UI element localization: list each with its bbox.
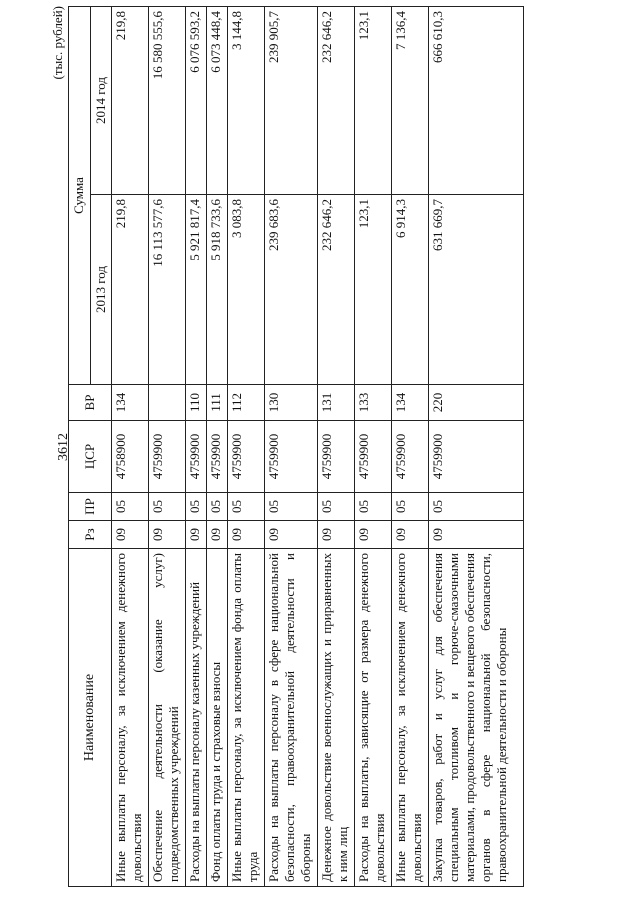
row-name: Расходы на выплаты персоналу в сфере национальной безопасности, правоохранительной деятельности и обороны xyxy=(265,549,318,887)
row-vr: 111 xyxy=(207,385,228,421)
row-csr: 4759900 xyxy=(186,421,207,493)
row-pr: 05 xyxy=(265,493,318,521)
header-2014: 2014 год xyxy=(90,7,112,195)
row-csr: 4759900 xyxy=(318,421,355,493)
row-rz: 09 xyxy=(318,521,355,549)
row-sum-2013: 123,1 xyxy=(355,195,392,385)
row-vr: 110 xyxy=(186,385,207,421)
row-csr: 4759900 xyxy=(207,421,228,493)
row-csr: 4759900 xyxy=(355,421,392,493)
row-csr: 4759900 xyxy=(265,421,318,493)
row-pr: 05 xyxy=(355,493,392,521)
row-sum-2014: 666 610,3 xyxy=(429,7,524,195)
row-csr: 4759900 xyxy=(149,421,186,493)
row-csr: 4759900 xyxy=(392,421,429,493)
header-2013: 2013 год xyxy=(90,195,112,385)
row-vr: 130 xyxy=(265,385,318,421)
row-vr: 134 xyxy=(112,385,149,421)
header-rz: Рз xyxy=(69,521,112,549)
units-label: (тыс. рублей) xyxy=(50,6,65,80)
row-pr: 05 xyxy=(207,493,228,521)
header-sum: Сумма xyxy=(69,7,91,385)
row-name: Иные выплаты персоналу, за исключением денежного довольствия xyxy=(392,549,429,887)
row-sum-2014: 232 646,2 xyxy=(318,7,355,195)
row-sum-2013: 16 113 577,6 xyxy=(149,195,186,385)
row-sum-2014: 3 144,8 xyxy=(228,7,265,195)
row-name: Обеспечение деятельности (оказание услуг) подведомственных учреждений xyxy=(149,549,186,887)
row-pr: 05 xyxy=(112,493,149,521)
row-sum-2014: 6 073 448,4 xyxy=(207,7,228,195)
row-sum-2013: 631 669,7 xyxy=(429,195,524,385)
table-row xyxy=(207,7,228,887)
row-name: Фонд оплаты труда и страховые взносы xyxy=(207,549,228,887)
row-rz: 09 xyxy=(112,521,149,549)
row-sum-2014: 219,8 xyxy=(112,7,149,195)
row-sum-2013: 5 918 733,6 xyxy=(207,195,228,385)
row-rz: 09 xyxy=(392,521,429,549)
header-vr: ВР xyxy=(69,385,112,421)
row-rz: 09 xyxy=(429,521,524,549)
table-row xyxy=(228,7,265,887)
row-pr: 05 xyxy=(228,493,265,521)
table-row xyxy=(112,7,149,887)
row-vr: 112 xyxy=(228,385,265,421)
row-pr: 05 xyxy=(318,493,355,521)
row-name: Денежное довольствие военнослужащих и приравненных к ним лиц xyxy=(318,549,355,887)
row-pr: 05 xyxy=(149,493,186,521)
row-sum-2013: 5 921 817,4 xyxy=(186,195,207,385)
row-rz: 09 xyxy=(186,521,207,549)
table-row xyxy=(429,7,524,887)
header-name: Наименование xyxy=(69,549,112,887)
row-csr: 4759900 xyxy=(429,421,524,493)
row-rz: 09 xyxy=(207,521,228,549)
table-row xyxy=(149,7,186,887)
row-sum-2014: 16 580 555,6 xyxy=(149,7,186,195)
row-vr xyxy=(149,385,186,421)
row-name: Расходы на выплаты персоналу казенных учреждений xyxy=(186,549,207,887)
row-name: Иные выплаты персоналу, за исключением фонда оплаты труда xyxy=(228,549,265,887)
row-rz: 09 xyxy=(355,521,392,549)
row-name: Иные выплаты персоналу, за исключением денежного довольствия xyxy=(112,549,149,887)
row-csr: 4759900 xyxy=(228,421,265,493)
row-name: Закупка товаров, работ и услуг для обеспечения специальным топливом и горюче-смазочными материалами, продовольственного и вещевого обеспечения органов в сфере национальной безопасности, правоохранительной деятельности и обороны xyxy=(429,549,524,887)
row-vr: 220 xyxy=(429,385,524,421)
row-sum-2013: 219,8 xyxy=(112,195,149,385)
row-vr: 131 xyxy=(318,385,355,421)
table-row xyxy=(186,7,207,887)
row-sum-2014: 239 905,7 xyxy=(265,7,318,195)
header-pr: ПР xyxy=(69,493,112,521)
row-sum-2013: 239 683,6 xyxy=(265,195,318,385)
row-sum-2013: 3 083,8 xyxy=(228,195,265,385)
row-pr: 05 xyxy=(429,493,524,521)
row-vr: 134 xyxy=(392,385,429,421)
row-sum-2014: 7 136,4 xyxy=(392,7,429,195)
row-pr: 05 xyxy=(392,493,429,521)
table-row xyxy=(392,7,429,887)
header-csr: ЦСР xyxy=(69,421,112,493)
row-sum-2013: 232 646,2 xyxy=(318,195,355,385)
row-rz: 09 xyxy=(228,521,265,549)
page-number: 3612 xyxy=(56,433,71,461)
row-vr: 133 xyxy=(355,385,392,421)
row-sum-2013: 6 914,3 xyxy=(392,195,429,385)
row-sum-2014: 6 076 593,2 xyxy=(186,7,207,195)
row-sum-2014: 123,1 xyxy=(355,7,392,195)
row-pr: 05 xyxy=(186,493,207,521)
row-name: Расходы на выплаты, зависящие от размера денежного довольствия xyxy=(355,549,392,887)
table-row xyxy=(265,7,318,887)
row-csr: 4758900 xyxy=(112,421,149,493)
budget-table xyxy=(68,6,524,887)
row-rz: 09 xyxy=(149,521,186,549)
row-rz: 09 xyxy=(265,521,318,549)
table-row xyxy=(318,7,355,887)
table-row xyxy=(355,7,392,887)
